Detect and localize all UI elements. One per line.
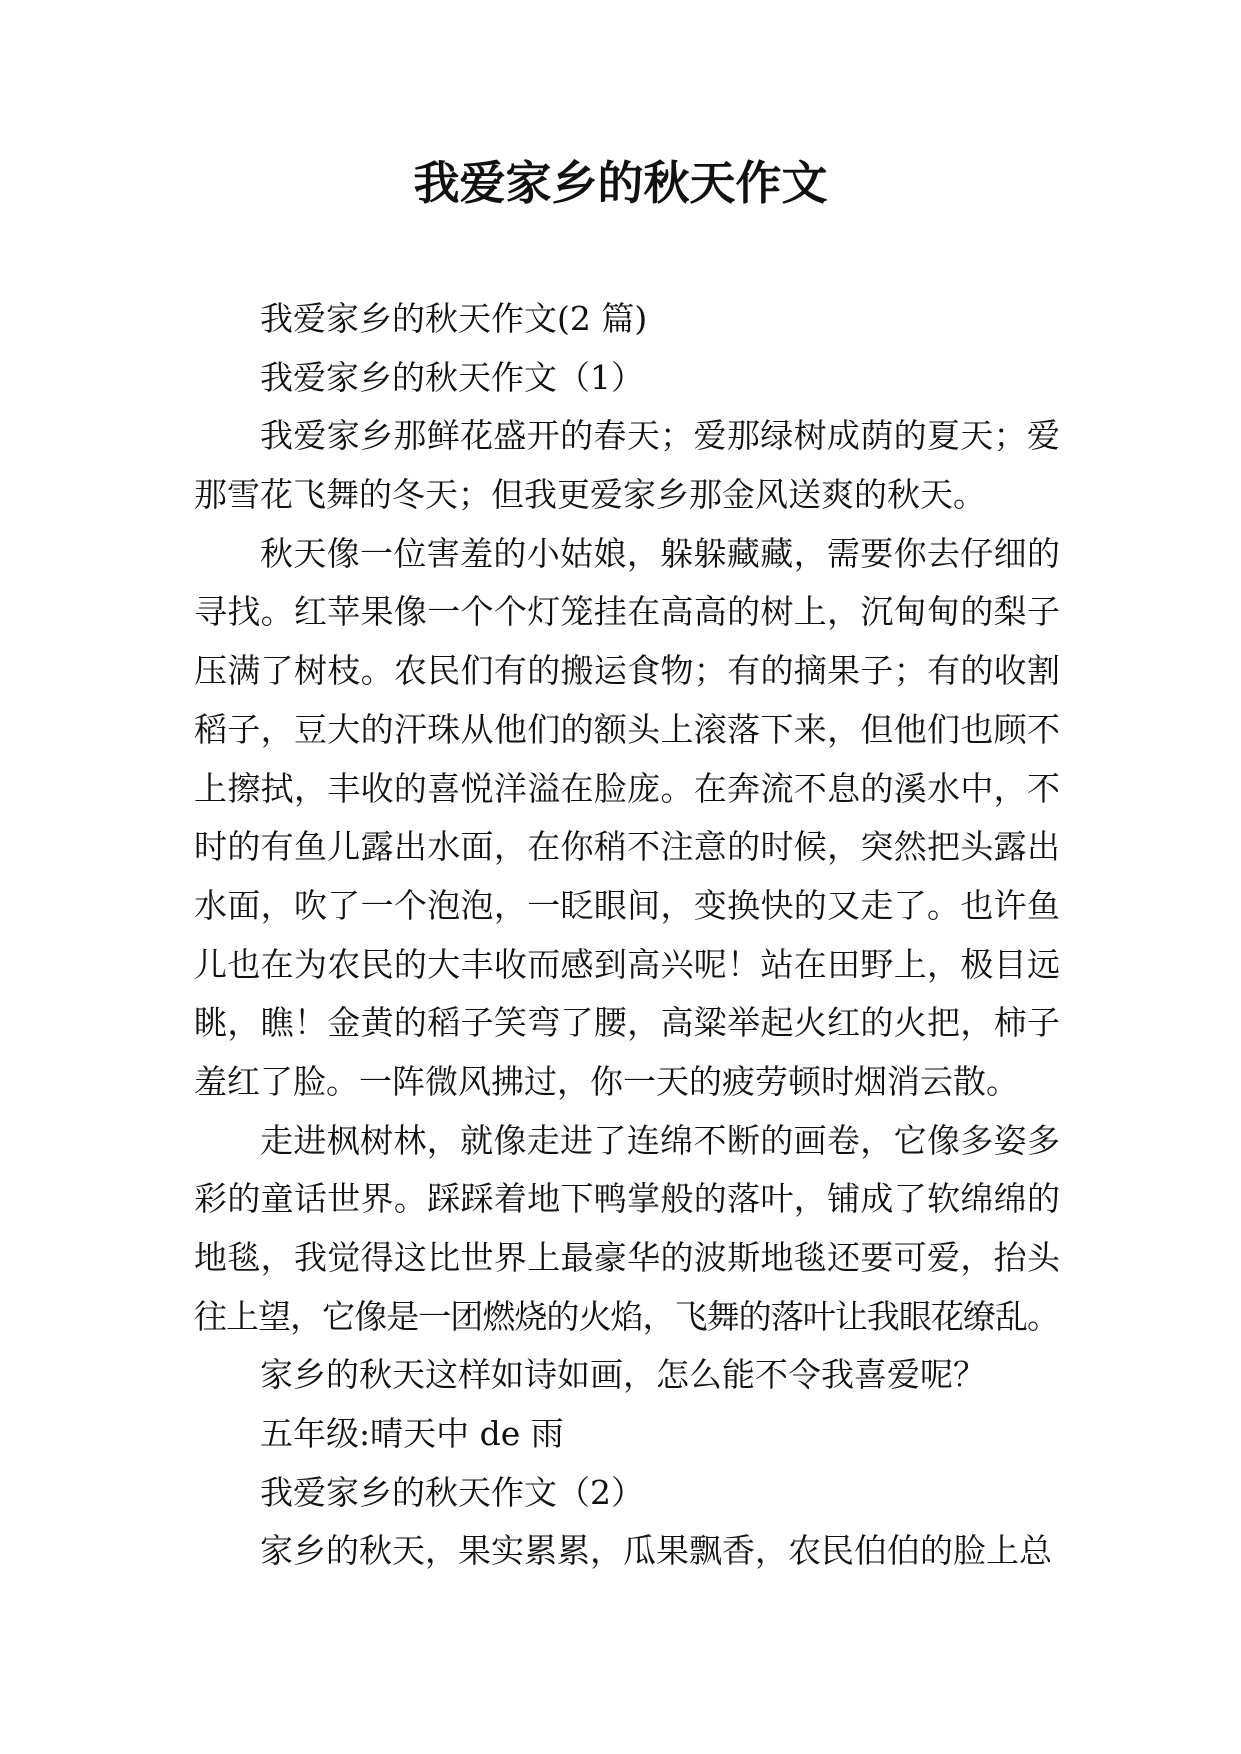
text-line: 寻找。红苹果像一个个灯笼挂在高高的树上，沉甸甸的梨子	[194, 592, 1061, 632]
text-line: 我爱家乡的秋天作文(2 篇)	[260, 299, 648, 338]
text-line: 地毯，我觉得这比世界上最豪华的波斯地毯还要可爱，抬头	[194, 1238, 1061, 1277]
paragraph	[194, 525, 1060, 1112]
document-title: 我爱家乡的秋天作文	[413, 156, 828, 210]
text-line: 我爱家乡的秋天作文（2）	[260, 1472, 644, 1512]
paragraph-subheading	[194, 1464, 1060, 1523]
text-line: 我爱家乡的秋天作文（1）	[260, 357, 644, 397]
text-line: 羞红了脸。一阵微风拂过，你一天的疲劳顿时烟消云散。	[194, 1061, 1019, 1101]
text-line: 眺，瞧！金黄的稻子笑弯了腰，高粱举起火红的火把，柿子	[194, 1003, 1061, 1043]
paragraph-subheading	[194, 349, 1060, 408]
paragraph	[194, 1112, 1060, 1347]
text-line: 上擦拭，丰收的喜悦洋溢在脸庞。在奔流不息的溪水中，不	[194, 768, 1061, 808]
text-line: 家乡的秋天这样如诗如画，怎么能不令我喜爱呢？	[260, 1355, 986, 1395]
text-line: 五年级:晴天中 de 雨	[260, 1414, 564, 1454]
paragraph	[194, 1522, 1060, 1581]
text-line: 彩的童话世界。踩踩着地下鸭掌般的落叶，铺成了软绵绵的	[194, 1179, 1061, 1219]
paragraph	[194, 407, 1060, 524]
text-line: 秋天像一位害羞的小姑娘，躲躲藏藏，需要你去仔细的	[260, 533, 1061, 573]
text-line: 儿也在为农民的大丰收而感到高兴呢！站在田野上，极目远	[194, 944, 1061, 984]
text-line: 家乡的秋天，果实累累，瓜果飘香，农民伯伯的脸上总	[260, 1531, 1052, 1571]
paragraph-heading	[194, 290, 1060, 349]
text-line: 往上望，它像是一团燃烧的火焰，飞舞的落叶让我眼花缭乱。	[194, 1296, 1060, 1336]
text-line: 走进枫树林，就像走进了连绵不断的画卷，它像多姿多	[260, 1120, 1061, 1160]
text-line: 水面，吹了一个泡泡，一眨眼间，变换快的又走了。也许鱼	[194, 885, 1061, 925]
text-line: 我爱家乡那鲜花盛开的春天；爱那绿树成荫的夏天；爱	[260, 416, 1061, 456]
text-line: 那雪花飞舞的冬天；但我更爱家乡那金风送爽的秋天。	[194, 475, 986, 515]
text-line: 时的有鱼儿露出水面，在你稍不注意的时候，突然把头露出	[194, 827, 1061, 867]
author-line	[194, 1405, 1060, 1464]
document-body	[194, 290, 1060, 1581]
text-line: 稻子，豆大的汗珠从他们的额头上滚落下来，但他们也顾不	[194, 709, 1061, 749]
text-line: 压满了树枝。农民们有的搬运食物；有的摘果子；有的收割	[194, 651, 1061, 691]
paragraph	[194, 1346, 1060, 1405]
